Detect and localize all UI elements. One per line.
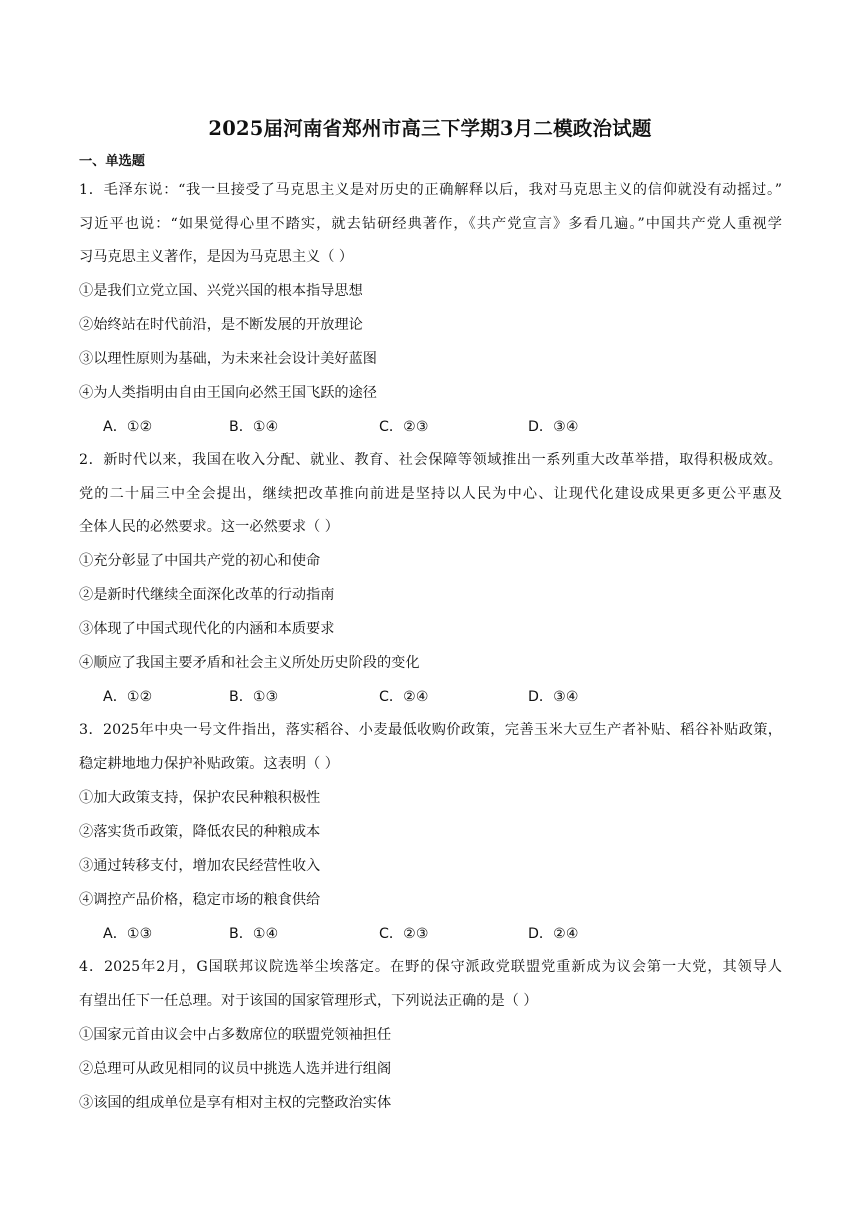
- question-2-statement-4: ④顺应了我国主要矛盾和社会主义所处历史阶段的变化: [79, 655, 420, 671]
- question-1-statement-2: ②始终站在时代前沿，是不断发展的开放理论: [79, 317, 363, 333]
- option-c: C．②③: [379, 926, 429, 942]
- question-1-line-2: 习近平也说：“如果觉得心里不踏实，就去钻研经典著作，《共产党宣言》多看几遍。”中国共产党人重视学: [79, 216, 782, 232]
- question-4-statement-2: ②总理可从政见相同的议员中挑选人选并进行组阁: [79, 1061, 392, 1077]
- option-d: D．②④: [528, 926, 579, 942]
- option-a: A．①②: [103, 689, 153, 705]
- document-title: 2025届河南省郑州市高三下学期3月二模政治试题: [208, 117, 652, 140]
- section-header: 一、单选题: [79, 154, 145, 169]
- question-3-statement-4: ④调控产品价格，稳定市场的粮食供给: [79, 892, 321, 908]
- question-2-statement-2: ②是新时代继续全面深化改革的行动指南: [79, 587, 335, 603]
- question-2-line-1: 2．新时代以来，我国在收入分配、就业、教育、社会保障等领域推出一系列重大改革举措，取得积极成效。: [79, 452, 782, 468]
- question-1-line-3: 习马克思主义著作，是因为马克思主义（ ）: [79, 249, 354, 265]
- question-1-statement-4: ④为人类指明由自由王国向必然王国飞跃的途径: [79, 385, 377, 401]
- question-1-line-1: 1．毛泽东说：“我一旦接受了马克思主义是对历史的正确解释以后，我对马克思主义的信仰就没有动摇过。”: [79, 182, 782, 198]
- option-b: B．①④: [229, 419, 279, 435]
- option-a: A．①③: [103, 926, 153, 942]
- question-3-line-2: 稳定耕地地力保护补贴政策。这表明（ ）: [79, 756, 339, 772]
- question-4-statement-1: ①国家元首由议会中占多数席位的联盟党领袖担任: [79, 1027, 392, 1043]
- option-c: C．②③: [379, 419, 429, 435]
- option-a: A．①②: [103, 419, 153, 435]
- question-4-statement-3: ③该国的组成单位是享有相对主权的完整政治实体: [79, 1095, 392, 1111]
- question-3-statement-2: ②落实货币政策，降低农民的种粮成本: [79, 824, 321, 840]
- option-d: D．③④: [528, 419, 579, 435]
- question-2-line-3: 全体人民的必然要求。这一必然要求（ ）: [79, 519, 339, 535]
- question-4-line-2: 有望出任下一任总理。对于该国的国家管理形式，下列说法正确的是（ ）: [79, 993, 538, 1009]
- question-4-line-1: 4．2025年2月，G国联邦议院选举尘埃落定。在野的保守派政党联盟党重新成为议会第一大党，其领导人: [79, 959, 782, 975]
- option-b: B．①④: [229, 926, 279, 942]
- question-3-statement-3: ③通过转移支付，增加农民经营性收入: [79, 858, 321, 874]
- question-2-statement-1: ①充分彰显了中国共产党的初心和使命: [79, 553, 321, 569]
- question-3-line-1: 3．2025年中央一号文件指出，落实稻谷、小麦最低收购价政策，完善玉米大豆生产者补贴、稻谷补贴政策，: [79, 722, 782, 738]
- question-1-statement-3: ③以理性原则为基础，为未来社会设计美好蓝图: [79, 351, 377, 367]
- question-3-statement-1: ①加大政策支持，保护农民种粮积极性: [79, 790, 321, 806]
- question-3-options: [103, 924, 703, 944]
- question-2-options: [103, 687, 703, 707]
- option-c: C．②④: [379, 689, 429, 705]
- question-1-options: [103, 417, 703, 437]
- option-d: D．③④: [528, 689, 579, 705]
- question-2-statement-3: ③体现了中国式现代化的内涵和本质要求: [79, 621, 335, 637]
- option-b: B．①③: [229, 689, 279, 705]
- question-1-statement-1: ①是我们立党立国、兴党兴国的根本指导思想: [79, 283, 363, 299]
- question-2-line-2: 党的二十届三中全会提出，继续把改革推向前进是坚持以人民为中心、让现代化建设成果更多更公平惠及: [79, 486, 782, 502]
